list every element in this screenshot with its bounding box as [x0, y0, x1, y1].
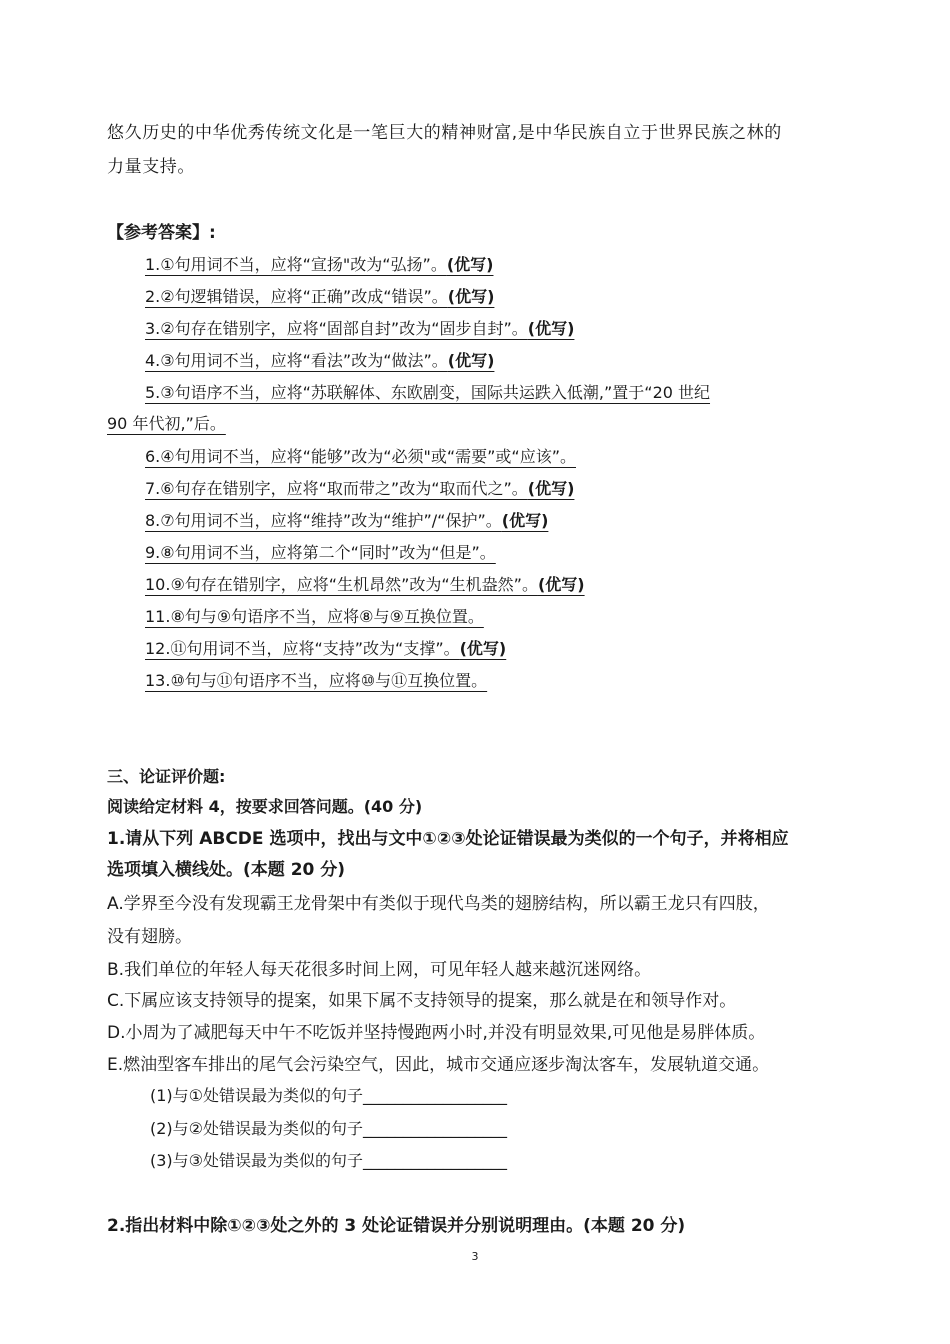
- question-1-line-2: 选项填入横线处。(本题 20 分): [107, 860, 346, 880]
- option-e: E.燃油型客车排出的尾气会污染空气，因此，城市交通应逐步淘汰客车，发展轨道交通。: [107, 1055, 770, 1075]
- answer-item: 7.⑥句存在错别字，应将“取而带之”改为“取而代之”。(优写): [145, 479, 575, 498]
- answer-heading: 【参考答案】:: [107, 223, 216, 243]
- section-title: 三、论证评价题:: [107, 767, 226, 786]
- question-1-line-1: 1.请从下列 ABCDE 选项中，找出与文中①②③处论证错误最为类似的一个句子，并将相应: [107, 829, 789, 849]
- answer-item: 6.④句用词不当，应将“能够”改为“必须"或“需要”或“应该”。: [145, 447, 576, 466]
- answer-item: 8.⑦句用词不当，应将“维持”改为“维护”/“保护”。(优写): [145, 511, 549, 530]
- page-number: 3: [471, 1250, 479, 1263]
- answer-item: 1.①句用词不当，应将“宣扬"改为“弘扬”。(优写): [145, 255, 494, 274]
- answer-blank-3: (3)与③处错误最为类似的句子__________________: [150, 1151, 508, 1170]
- answer-blank-1: (1)与①处错误最为类似的句子__________________: [150, 1086, 508, 1105]
- answer-item: 2.②句逻辑错误，应将“正确”改成“错误”。(优写): [145, 287, 495, 306]
- answer-item: 5.③句语序不当，应将“苏联解体、东欧剧变，国际共运跌入低潮,”置于“20 世纪: [145, 383, 711, 402]
- answer-item: 12.⑪句用词不当，应将“支持”改为“支撑”。(优写): [145, 639, 507, 658]
- answer-blank-2: (2)与②处错误最为类似的句子__________________: [150, 1119, 508, 1138]
- option-d: D.小周为了减肥每天中午不吃饭并坚持慢跑两小时,并没有明显效果,可见他是易胖体质。: [107, 1023, 766, 1043]
- question-2: 2.指出材料中除①②③处之外的 3 处论证错误并分别说明理由。(本题 20 分): [107, 1216, 686, 1236]
- option-c: C.下属应该支持领导的提案，如果下属不支持领导的提案，那么就是在和领导作对。: [107, 991, 737, 1011]
- intro-line-2: 力量支持。: [107, 157, 195, 177]
- answer-item-continuation: 90 年代初,”后。: [107, 414, 226, 433]
- section-instruction: 阅读给定材料 4，按要求回答问题。(40 分): [107, 797, 423, 816]
- option-a-continuation: 没有翅膀。: [107, 927, 192, 947]
- answer-item: 10.⑨句存在错别字，应将“生机昂然”改为“生机盎然”。(优写): [145, 575, 585, 594]
- answer-item: 4.③句用词不当，应将“看法”改为“做法”。(优写): [145, 351, 495, 370]
- answer-item: 13.⑩句与⑪句语序不当，应将⑩与⑪互换位置。: [145, 671, 488, 690]
- answer-item: 3.②句存在错别字，应将“固部自封”改为“固步自封”。(优写): [145, 319, 575, 338]
- option-a: A.学界至今没有发现霸王龙骨架中有类似于现代鸟类的翅膀结构，所以霸王龙只有四肢，: [107, 894, 770, 914]
- answer-item: 9.⑧句用词不当，应将第二个“同时”改为“但是”。: [145, 543, 496, 562]
- intro-line-1: 悠久历史的中华优秀传统文化是一笔巨大的精神财富,是中华民族自立于世界民族之林的: [107, 123, 782, 143]
- option-b: B.我们单位的年轻人每天花很多时间上网，可见年轻人越来越沉迷网络。: [107, 960, 652, 980]
- answer-item: 11.⑧句与⑨句语序不当，应将⑧与⑨互换位置。: [145, 607, 484, 626]
